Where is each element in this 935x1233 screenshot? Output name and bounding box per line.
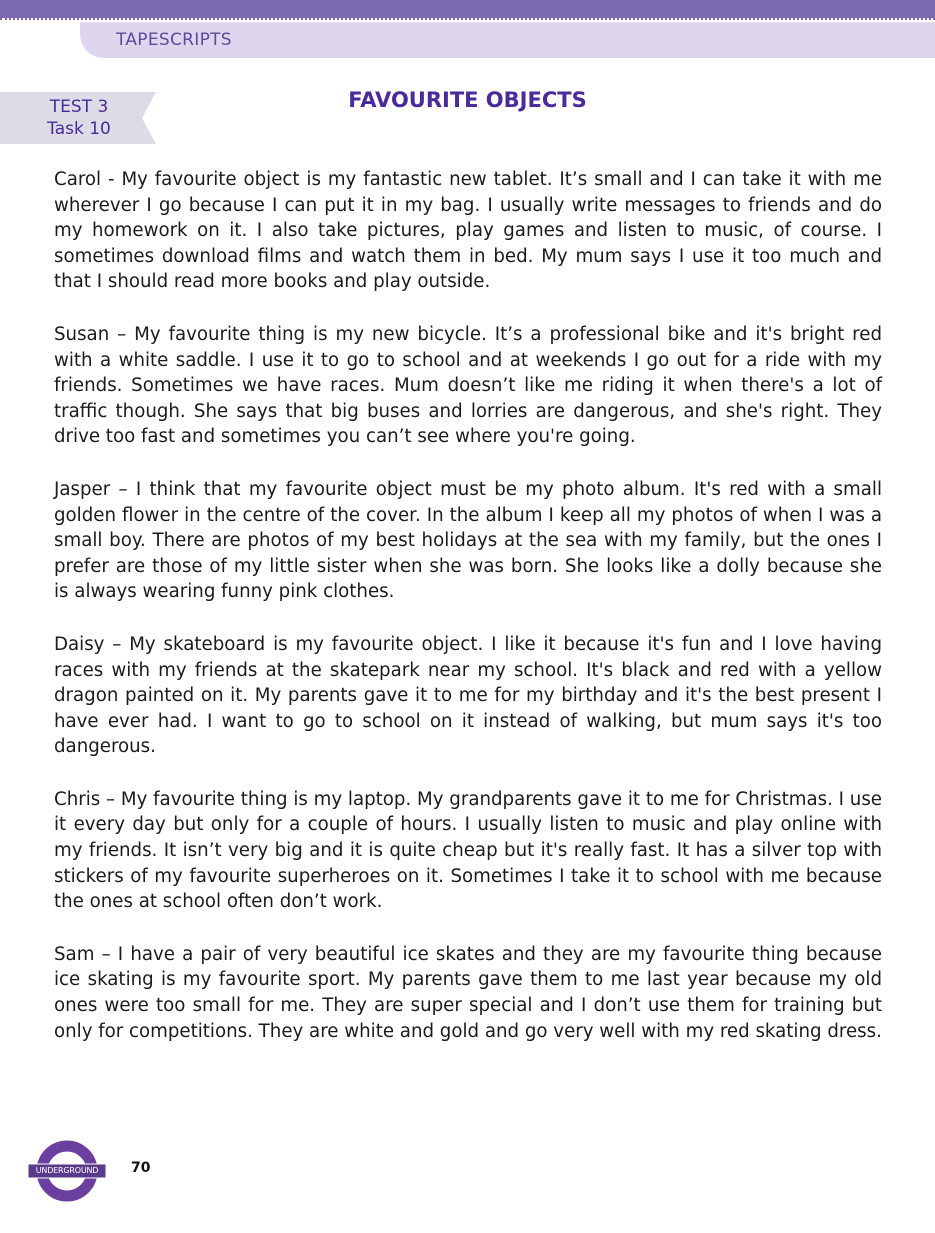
paragraph-jasper: Jasper – I think that my favourite object must be my photo album. It's red with a small golden flower in the centre of the cover. In the album I keep all my photos of when I was a small boy. There are photos of my best holidays at the sea with my family, but the ones I prefer are those of my little sister when she was born. She looks like a dolly because she is always wearing funny pink clothes.	[54, 478, 882, 603]
test-number: TEST 3	[49, 97, 109, 117]
task-number: Task 10	[47, 119, 111, 139]
section-label: TAPESCRIPTS	[116, 30, 232, 50]
underground-logo	[24, 1140, 110, 1204]
paragraph-chris: Chris – My favourite thing is my laptop. My grandparents gave it to me for Christmas. I use it every day but only for a couple of hours. I usually listen to music and play online with my friends. It isn’t very big and it is quite cheap but it's really fast. It has a silver top with stickers of my favourite superheroes on it. Sometimes I take it to school with me because the ones at school often don’t work.	[54, 788, 882, 913]
paragraph-sam: Sam – I have a pair of very beautiful ice skates and they are my favourite thing because ice skating is my favourite sport. My parents gave them to me last year because my old ones were too small for me. They are super special and I don’t use them for training but only for competitions. They are white and gold and go very well with my red skating dress.	[54, 943, 882, 1042]
paragraph-daisy: Daisy – My skateboard is my favourite object. I like it because it's fun and I love having races with my friends at the skatepark near my school. It's black and red with a yellow dragon painted on it. My parents gave it to me for my birthday and it's the best present I have ever had. I want to go to school on it instead of walking, but mum says it's too dangerous.	[54, 633, 882, 758]
top-dotted-divider	[0, 18, 935, 20]
page-title: FAVOURITE OBJECTS	[348, 88, 587, 112]
page-number: 70	[131, 1160, 151, 1176]
paragraph-susan: Susan – My favourite thing is my new bicycle. It’s a professional bike and it's bright red with a white saddle. I use it to go to school and at weekends I go out for a ride with my friends. Sometimes we have races. Mum doesn’t like me riding it when there's a lot of traffic though. She says that big buses and lorries are dangerous, and she's right. They drive too fast and sometimes you can’t see where you're going.	[54, 323, 882, 448]
tapescript-body	[54, 167, 882, 1071]
logo-text: UNDERGROUND	[35, 1166, 99, 1175]
top-bar	[0, 0, 935, 18]
paragraph-carol: Carol - My favourite object is my fantastic new tablet. It’s small and I can take it with me wherever I go because I can put it in my bag. I usually write messages to friends and do my homework on it. I also take pictures, play games and listen to music, of course. I sometimes download films and watch them in bed. My mum says I use it too much and that I should read more books and play outside.	[54, 169, 882, 293]
